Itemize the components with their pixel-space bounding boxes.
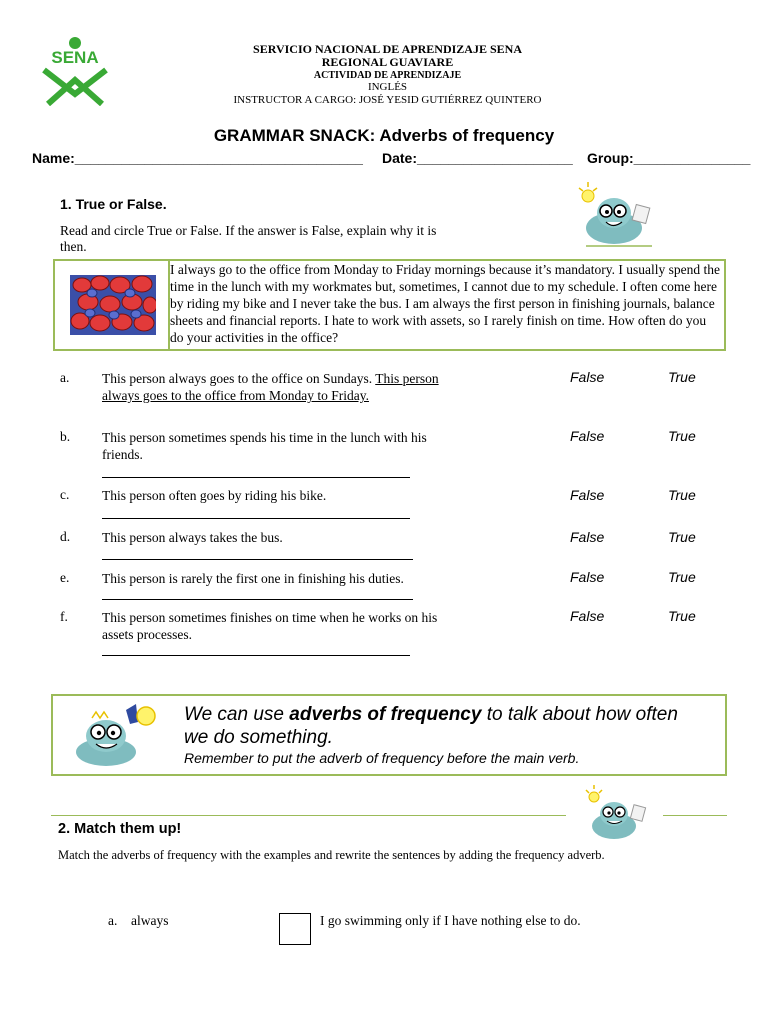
question-statement: This person always goes to the office on Sundays. [102, 371, 373, 386]
question-text: This person is rarely the first one in finishing his duties. [102, 571, 404, 586]
false-option[interactable]: False [570, 487, 605, 503]
false-option[interactable]: False [570, 529, 605, 545]
writing-monster-icon [580, 784, 652, 842]
match-sentence: I go swimming only if I have nothing else to do. [320, 913, 581, 928]
true-option[interactable]: True [668, 608, 696, 624]
true-option[interactable]: True [668, 487, 696, 503]
true-option[interactable]: True [668, 529, 696, 545]
group-field[interactable]: Group:_______________ [587, 150, 751, 166]
question-letter: d. [60, 529, 71, 544]
date-field[interactable]: Date:____________________ [382, 150, 573, 166]
question-text: This person always takes the bus. [102, 530, 283, 545]
answer-line[interactable] [102, 477, 410, 478]
subject-label: INGLÉS [367, 81, 408, 93]
section2-title: 2. Match them up! [58, 821, 182, 837]
idea-monster-icon [72, 702, 162, 768]
instructor-label: INSTRUCTOR A CARGO: JOSÉ YESID GUTIÉRREZ QUINTERO [233, 94, 542, 106]
match-adverb: always [131, 913, 169, 928]
stones-image [70, 275, 156, 335]
true-option[interactable]: True [668, 569, 696, 585]
question-text [102, 370, 452, 404]
answer-line[interactable] [102, 655, 410, 656]
region-name: REGIONAL GUAVIARE [321, 55, 454, 69]
section-divider [663, 815, 727, 816]
institution-name: SERVICIO NACIONAL DE APRENDIZAJE SENA [253, 42, 522, 56]
section1-instructions: Read and circle True or False. If the answer is False, explain why it is then. [60, 223, 437, 254]
question-letter: c. [60, 487, 70, 502]
question-letter: b. [60, 429, 71, 444]
idea-monster-icon [572, 180, 656, 250]
match-item-letter: a. [108, 913, 118, 928]
sena-logo-icon [36, 36, 114, 106]
tip-text: to talk about how often [481, 704, 678, 725]
false-option[interactable]: False [570, 608, 605, 624]
tip-text: We can use [184, 704, 290, 725]
true-option[interactable]: True [668, 369, 696, 385]
tip-line-1 [184, 704, 678, 726]
tip-reminder: Remember to put the adverb of frequency before the main verb. [184, 750, 580, 766]
answer-line[interactable] [102, 518, 410, 519]
logo-text: SENA [51, 48, 99, 67]
match-answer-box[interactable] [279, 913, 311, 945]
section-divider [51, 815, 566, 816]
name-field[interactable]: Name:_____________________________________ [32, 150, 363, 166]
reading-paragraph: I always go to the office from Monday to Friday mornings because it’s mandatory. I usually spend the time in the lunch with my workmates but, sometimes, I cannot due to my schedule. I often come here by riding my bike and I never take the bus. I am always the first person in finishing journals, balance sheets and financial reports. I hate to work with assets, so I rarely finish on time. How often do you do your activities in the office? [170, 262, 721, 345]
question-text: This person sometimes finishes on time when he works on his assets processes. [102, 610, 438, 642]
question-text: This person sometimes spends his time in the lunch with his friends. [102, 430, 427, 462]
true-option[interactable]: True [668, 428, 696, 444]
answer-line[interactable] [102, 559, 413, 560]
false-option[interactable]: False [570, 369, 605, 385]
false-option[interactable]: False [570, 569, 605, 585]
activity-label: ACTIVIDAD DE APRENDIZAJE [313, 70, 462, 81]
question-letter: f. [60, 609, 68, 624]
question-text: This person often goes by riding his bike. [102, 488, 327, 503]
answer-line[interactable] [102, 599, 413, 600]
section2-instructions: Match the adverbs of frequency with the examples and rewrite the sentences by adding the frequency adverb. [58, 848, 605, 862]
question-answer: This person always goes to the office from Monday to Friday. [102, 371, 439, 403]
page-title: GRAMMAR SNACK: Adverbs of frequency [213, 126, 555, 145]
false-option[interactable]: False [570, 428, 605, 444]
tip-highlight: adverbs of frequency [289, 704, 482, 725]
question-letter: e. [60, 570, 70, 585]
question-letter: a. [60, 370, 70, 385]
section1-title: 1. True or False. [60, 196, 167, 212]
tip-line-2: we do something. [184, 727, 333, 748]
